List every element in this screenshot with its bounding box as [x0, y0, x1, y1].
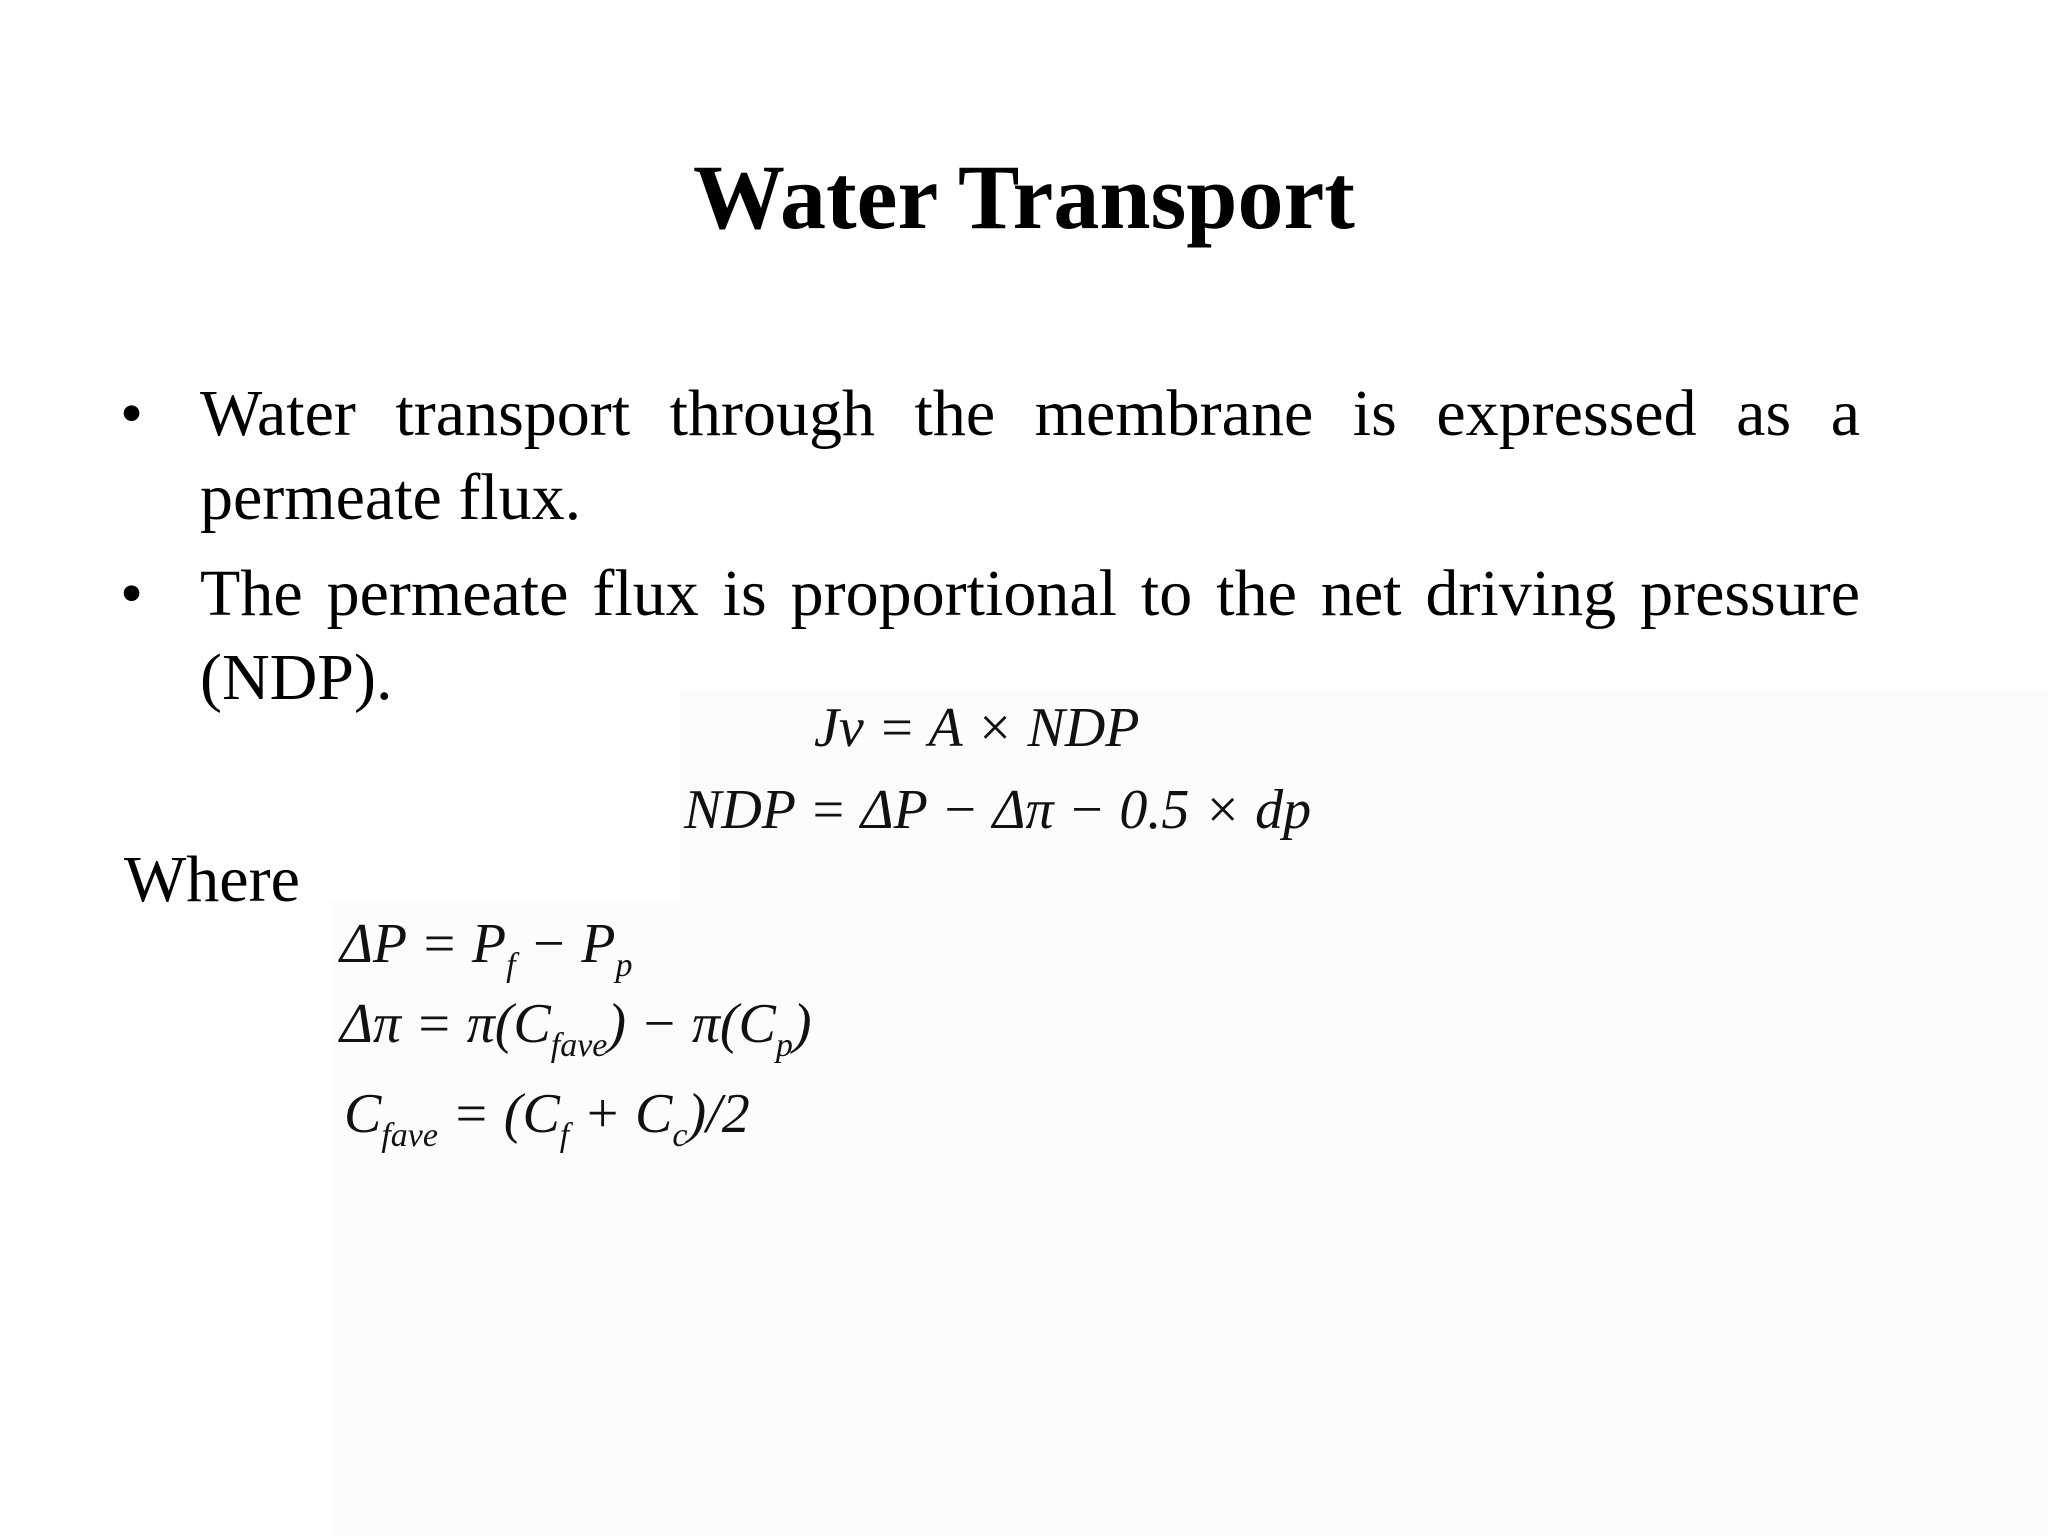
- equation-jv-rhs: = A × NDP: [863, 697, 1140, 759]
- slide-title: Water Transport: [693, 146, 1355, 248]
- equation-delta-p-text: ΔP = P: [340, 913, 507, 975]
- equation-ndp-lhs: NDP: [684, 779, 795, 841]
- equation-jv-lhs: Jv: [814, 697, 864, 759]
- equation-delta-p: [340, 912, 633, 984]
- equation-c-fave: [344, 1082, 750, 1154]
- bullet-item: [120, 552, 1860, 720]
- bullet-list: [120, 372, 1860, 732]
- subscript: f: [506, 947, 516, 984]
- bullet-text: Water transport through the membrane is expressed as a permeate flux.: [200, 377, 1860, 534]
- equation-ndp: [684, 778, 1311, 842]
- equation-c-fave-mid2: + C: [569, 1083, 673, 1145]
- subscript: f: [559, 1117, 570, 1154]
- equation-delta-pi-mid: ) − π(C: [607, 993, 776, 1055]
- equation-delta-pi-text: Δπ = π(C: [340, 993, 551, 1055]
- subscript: p: [615, 947, 633, 984]
- bullet-text: The permeate flux is proportional to the net driving pressure (NDP).: [200, 557, 1860, 714]
- equation-c-fave-end: )/2: [687, 1083, 750, 1145]
- equation-c-fave-text: C: [344, 1083, 382, 1145]
- where-label: Where: [124, 843, 300, 916]
- equation-ndp-rhs: = ΔP − Δπ − 0.5 × dp: [795, 779, 1312, 841]
- bullet-marker: •: [120, 557, 144, 630]
- bullet-marker: •: [120, 377, 144, 450]
- subscript: fave: [550, 1027, 608, 1064]
- equation-delta-pi: [340, 992, 812, 1064]
- equation-delta-p-mid: − P: [515, 913, 616, 975]
- equation-jv: [814, 696, 1139, 760]
- equation-delta-pi-end: ): [792, 993, 812, 1055]
- bullet-item: [120, 372, 1860, 540]
- equation-c-fave-mid: = (C: [438, 1083, 560, 1145]
- subscript: c: [672, 1117, 688, 1154]
- subscript: p: [775, 1027, 793, 1064]
- subscript: fave: [381, 1117, 438, 1154]
